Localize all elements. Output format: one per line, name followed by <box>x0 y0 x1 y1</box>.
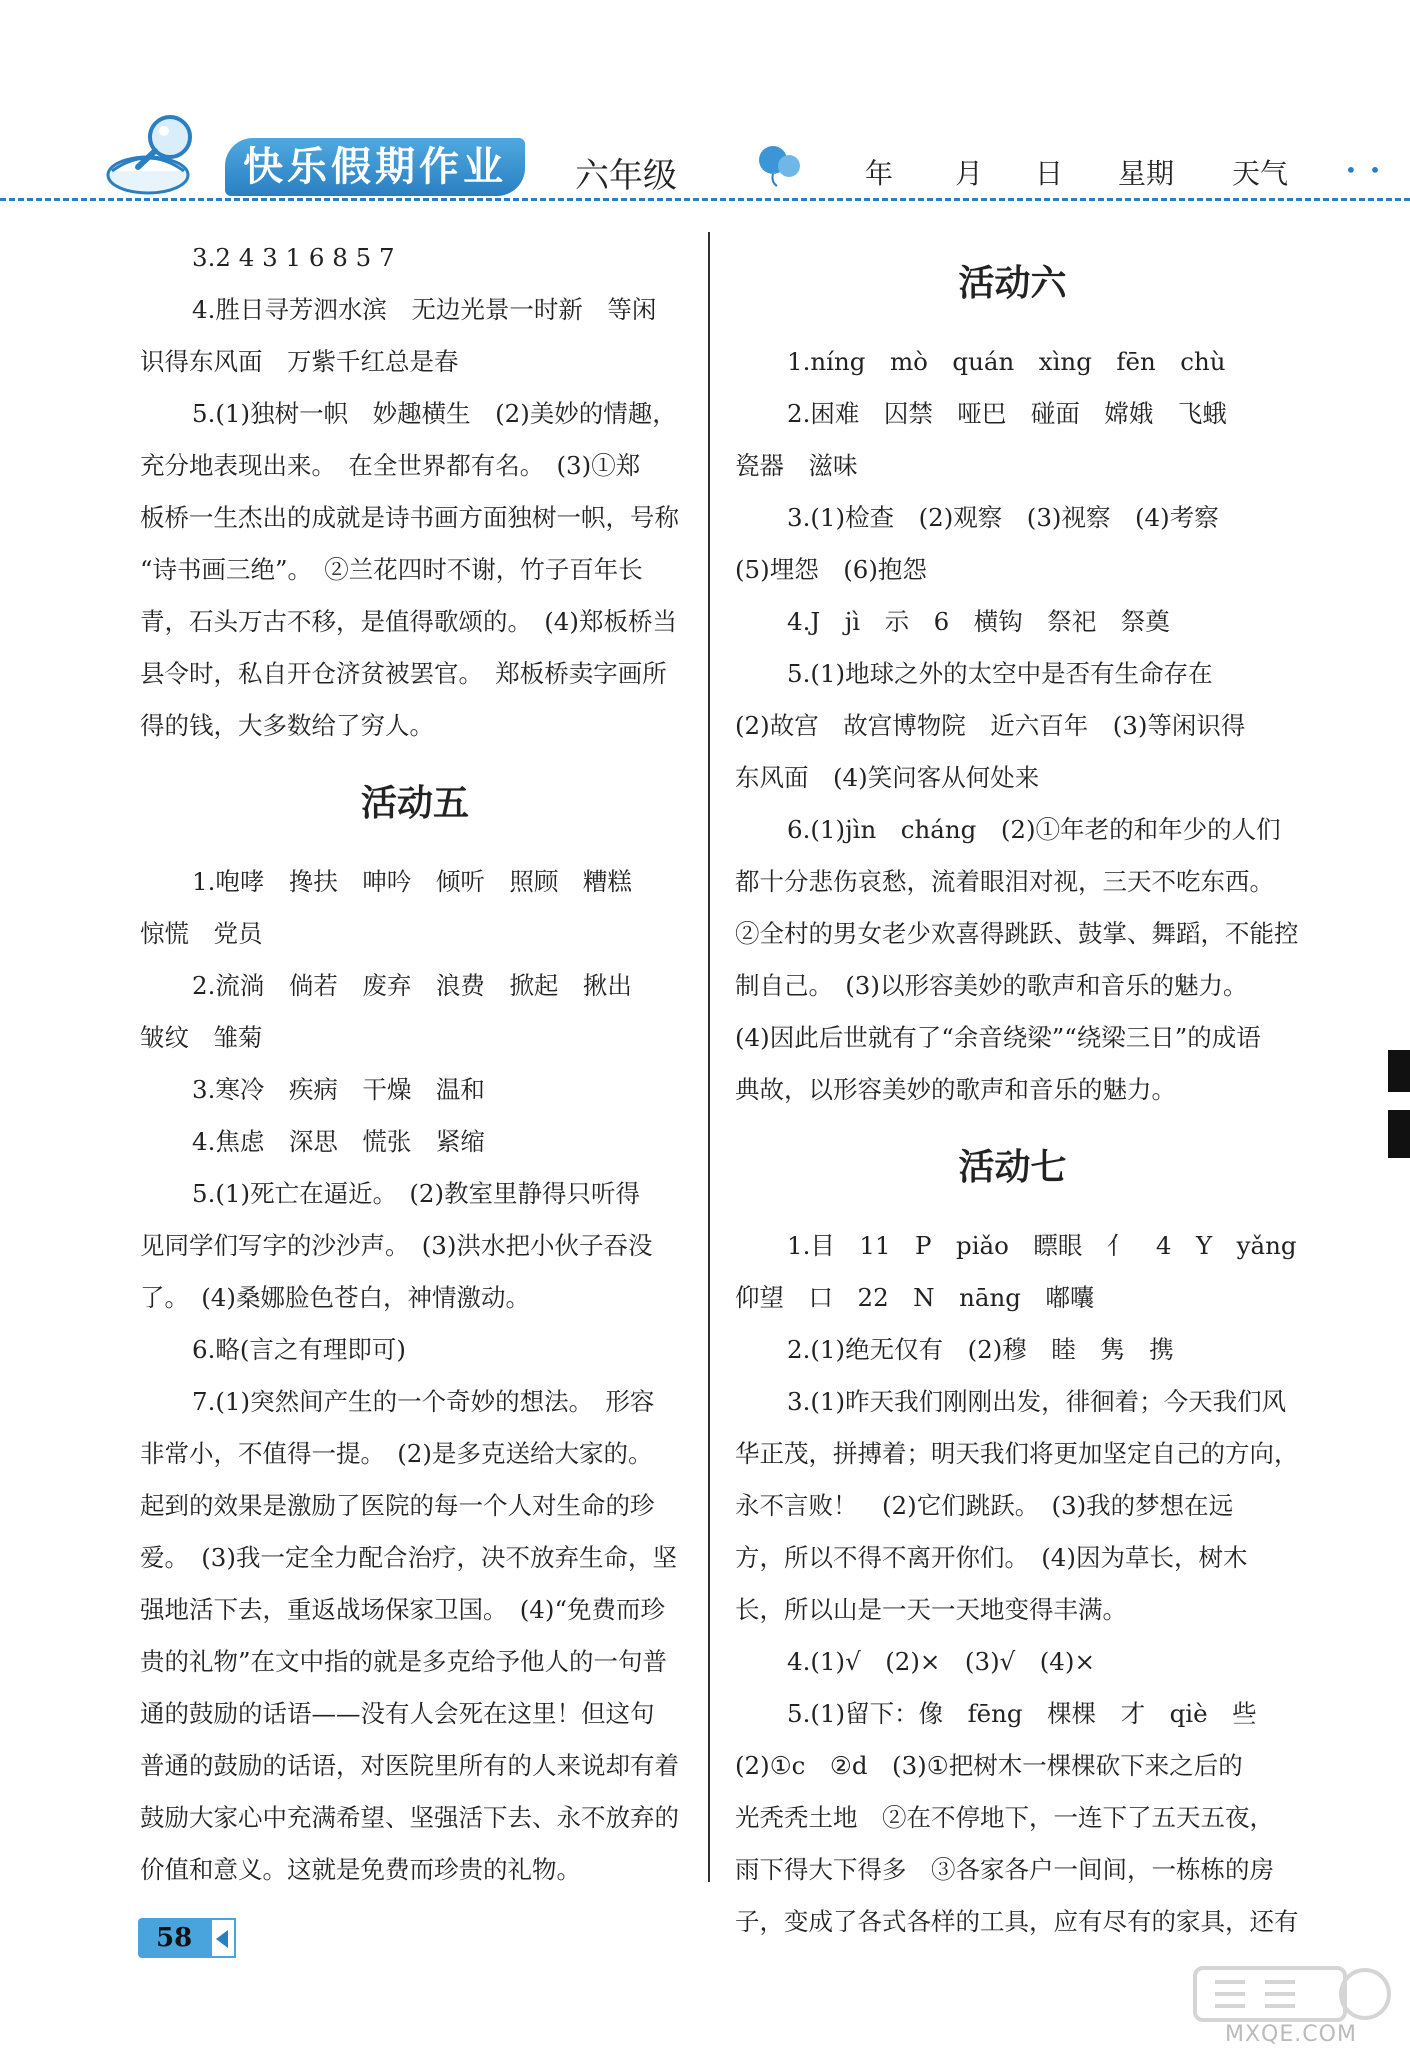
answer-line: 6.略(言之有理即可) <box>192 1335 406 1364</box>
answer-line: 1.咆哮 搀扶 呻吟 倾听 照顾 糟糕 <box>192 867 632 896</box>
magnifier-book-icon <box>100 105 210 200</box>
answer-line: 都十分悲伤哀愁，流着眼泪对视，三天不吃东西。 <box>735 867 1274 896</box>
answer-line: 4.焦虑 深思 慌张 紧缩 <box>192 1127 485 1156</box>
answer-line: 价值和意义。这就是免费而珍贵的礼物。 <box>140 1855 581 1884</box>
answer-line: 2.(1)绝无仅有 (2)穆 睦 隽 携 <box>787 1335 1174 1364</box>
answer-line: 识得东风面 万紫千红总是春 <box>140 347 459 376</box>
header-dashed-divider <box>0 198 1410 201</box>
answer-line: 3.寒冷 疾病 干燥 温和 <box>192 1075 485 1104</box>
answer-line: 贵的礼物”在文中指的就是多克给予他人的一句普 <box>140 1647 668 1676</box>
answer-line: 5.(1)死亡在逼近。 (2)教室里静得只听得 <box>192 1179 641 1208</box>
answer-line: 子，变成了各式各样的工具，应有尽有的家具，还有 <box>735 1907 1299 1936</box>
section-title: 活动五 <box>360 783 469 824</box>
answer-line: 鼓励大家心中充满希望、坚强活下去、永不放弃的 <box>140 1803 679 1832</box>
weekday-label: 星期 <box>1118 157 1175 190</box>
answer-line: 县令时，私自开仓济贫被罢官。 郑板桥卖字画所 <box>140 659 667 688</box>
column-divider <box>708 232 710 1882</box>
answer-line: 4.(1)√ (2)× (3)√ (4)× <box>787 1647 1095 1676</box>
answer-line: 5.(1)地球之外的太空中是否有生命存在 <box>787 659 1213 688</box>
section-title: 活动七 <box>958 1147 1067 1188</box>
answer-line: 瓷器 滋味 <box>735 451 858 480</box>
date-year-label: 年 <box>865 157 894 190</box>
answer-line: 4.J jì 示 6 横钩 祭祀 祭奠 <box>787 607 1170 636</box>
watermark-text: MXQE.COM <box>1225 2022 1357 2047</box>
decorative-dots: • • <box>1345 158 1384 182</box>
answer-line: (4)因此后世就有了“余音绕梁”“绕梁三日”的成语 <box>735 1023 1261 1052</box>
answer-line: 通的鼓励的话语——没有人会死在这里！但这句 <box>140 1699 655 1728</box>
answer-line: 东风面 (4)笑问客从何处来 <box>735 763 1040 792</box>
answer-line: 光秃秃土地 ②在不停地下，一连下了五天五夜， <box>735 1803 1274 1832</box>
answer-line: 得的钱，大多数给了穷人。 <box>140 711 434 740</box>
side-tab-marker <box>1388 1050 1410 1092</box>
answer-line: (5)埋怨 (6)抱怨 <box>735 555 927 584</box>
answer-line: 爱。 (3)我一定全力配合治疗，决不放弃生命，坚 <box>140 1543 677 1572</box>
answer-line: 了。 (4)桑娜脸色苍白，神情激动。 <box>140 1283 530 1312</box>
page-header <box>0 0 1410 215</box>
answer-line: (2)①c ②d (3)①把树木一棵棵砍下来之后的 <box>735 1751 1243 1780</box>
answer-line: 3.(1)检查 (2)观察 (3)视察 (4)考察 <box>787 503 1219 532</box>
answer-line: 普通的鼓励的话语，对医院里所有的人来说却有着 <box>140 1751 679 1780</box>
answer-line: 1.目 11 P piǎo 瞟眼 亻 4 Y yǎng <box>787 1231 1297 1260</box>
answer-line: 仰望 口 22 N nāng 嘟囔 <box>735 1283 1095 1312</box>
balloon-icon <box>755 142 805 187</box>
page-arrow-icon <box>210 1918 236 1958</box>
answer-line: 典故，以形容美妙的歌声和音乐的魅力。 <box>735 1075 1176 1104</box>
answer-line: 3.(1)昨天我们刚刚出发，徘徊着；今天我们风 <box>787 1387 1287 1416</box>
answer-line: 板桥一生杰出的成就是诗书画方面独树一帜，号称 <box>140 503 679 532</box>
answer-line: 青，石头万古不移，是值得歌颂的。 (4)郑板桥当 <box>140 607 677 636</box>
answer-line: 见同学们写字的沙沙声。 (3)洪水把小伙子吞没 <box>140 1231 653 1260</box>
date-month-label: 月 <box>955 157 984 190</box>
answer-line: 起到的效果是激励了医院的每一个人对生命的珍 <box>140 1491 655 1520</box>
answer-line: 强地活下去，重返战场保家卫国。 (4)“免费而珍 <box>140 1595 665 1624</box>
answer-line: 6.(1)jìn cháng (2)①年老的和年少的人们 <box>787 815 1281 844</box>
answer-line: 7.(1)突然间产生的一个奇妙的想法。 形容 <box>192 1387 655 1416</box>
answer-line: 3.2 4 3 1 6 8 5 7 <box>192 243 395 272</box>
answer-line: 皱纹 雏菊 <box>140 1023 263 1052</box>
answer-line: 2.流淌 倘若 废弃 浪费 掀起 揪出 <box>192 971 632 1000</box>
answer-line: 充分地表现出来。 在全世界都有名。 (3)①郑 <box>140 451 641 480</box>
page-number: 58 <box>138 1918 228 1958</box>
answer-line: 惊慌 党员 <box>140 919 263 948</box>
side-tab-marker <box>1388 1110 1410 1158</box>
answer-line: 方，所以不得不离开你们。 (4)因为草长，树木 <box>735 1543 1248 1572</box>
weather-label: 天气 <box>1232 157 1289 190</box>
answer-line: 2.困难 囚禁 哑巴 碰面 嫦娥 飞蛾 <box>787 399 1227 428</box>
answer-line: 长，所以山是一天一天地变得丰满。 <box>735 1595 1127 1624</box>
answer-line: 5.(1)独树一帜 妙趣横生 (2)美妙的情趣， <box>192 399 677 428</box>
answer-line: 非常小，不值得一提。 (2)是多克送给大家的。 <box>140 1439 653 1468</box>
answer-line: 雨下得大下得多 ③各家各户一间间，一栋栋的房 <box>735 1855 1274 1884</box>
answer-line: 5.(1)留下：像 fēng 棵棵 才 qiè 些 <box>787 1699 1257 1728</box>
answer-line: “诗书画三绝”。 ②兰花四时不谢，竹子百年长 <box>140 555 643 584</box>
left-answer-column <box>140 232 690 1896</box>
brand-title: 快乐假期作业 <box>225 138 525 196</box>
answer-line: 永不言败！ (2)它们跳跃。 (3)我的梦想在远 <box>735 1491 1234 1520</box>
date-day-label: 日 <box>1035 157 1064 190</box>
answer-line: (2)故宫 故宫博物院 近六百年 (3)等闲识得 <box>735 711 1246 740</box>
section-title: 活动六 <box>958 263 1067 304</box>
right-answer-column <box>735 232 1299 1948</box>
answer-line: 制自己。 (3)以形容美妙的歌声和音乐的魅力。 <box>735 971 1248 1000</box>
answer-line: 4.胜日寻芳泗水滨 无边光景一时新 等闲 <box>192 295 657 324</box>
answer-line: ②全村的男女老少欢喜得跳跃、鼓掌、舞蹈，不能控 <box>735 919 1299 948</box>
answer-line: 华正茂，拼搏着；明天我们将更加坚定自己的方向， <box>735 1439 1299 1468</box>
grade-label: 六年级 <box>575 156 677 196</box>
answer-line: 1.níng mò quán xìng fēn chù <box>787 347 1226 376</box>
